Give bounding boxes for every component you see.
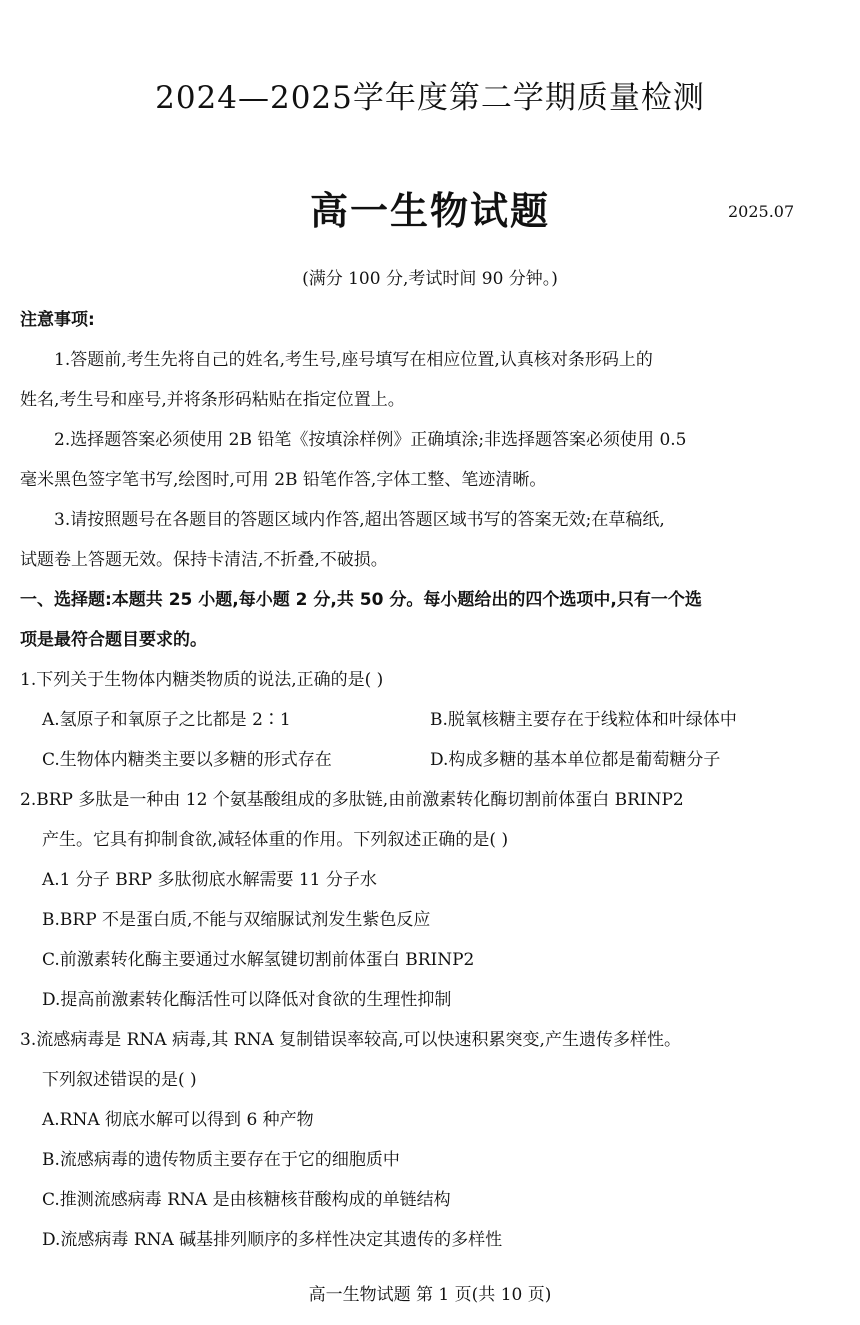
question-3-option-c: C.推测流感病毒 RNA 是由核糖核苷酸构成的单链结构 <box>42 1190 451 1210</box>
question-1-option-c: C.生物体内糖类主要以多糖的形式存在 <box>42 750 332 770</box>
note-item-1-line-2: 姓名,考生号和座号,并将条形码粘贴在指定位置上。 <box>20 390 405 410</box>
question-2-stem-line-2: 产生。它具有抑制食欲,减轻体重的作用。下列叙述正确的是( ) <box>42 830 509 850</box>
question-2-option-b: B.BRP 不是蛋白质,不能与双缩脲试剂发生紫色反应 <box>42 910 431 930</box>
note-item-3-line-2: 试题卷上答题无效。保持卡清洁,不折叠,不破损。 <box>20 550 388 570</box>
question-3-option-a: A.RNA 彻底水解可以得到 6 种产物 <box>42 1110 314 1130</box>
question-3-option-b: B.流感病毒的遗传物质主要存在于它的细胞质中 <box>42 1150 400 1170</box>
note-item-1-line-1: 1.答题前,考生先将自己的姓名,考生号,座号填写在相应位置,认真核对条形码上的 <box>54 350 653 370</box>
question-1-option-a: A.氢原子和氧原子之比都是 2∶1 <box>42 710 291 730</box>
question-3-stem-line-2: 下列叙述错误的是( ) <box>42 1070 197 1090</box>
note-item-3-line-1: 3.请按照题号在各题目的答题区域内作答,超出答题区域书写的答案无效;在草稿纸, <box>54 510 665 530</box>
section-1-heading-line-1: 一、选择题:本题共 25 小题,每小题 2 分,共 50 分。每小题给出的四个选项中,只有一个选 <box>20 590 702 610</box>
exam-period-title: 2024—2025学年度第二学期质量检测 <box>155 80 705 116</box>
question-2-stem-line-1: 2.BRP 多肽是一种由 12 个氨基酸组成的多肽链,由前激素转化酶切割前体蛋白 BRINP2 <box>20 790 684 810</box>
question-1-stem: 1.下列关于生物体内糖类物质的说法,正确的是( ) <box>20 670 384 690</box>
score-info: (满分 100 分,考试时间 90 分钟。) <box>302 269 558 289</box>
notes-section <box>20 300 840 1260</box>
note-item-2-line-2: 毫米黑色签字笔书写,绘图时,可用 2B 铅笔作答,字体工整、笔迹清晰。 <box>20 470 547 490</box>
question-1-options-row-1 <box>20 700 840 740</box>
question-1-option-d: D.构成多糖的基本单位都是葡萄糖分子 <box>430 750 721 770</box>
question-3 <box>20 1020 840 1260</box>
question-2-option-a: A.1 分子 BRP 多肽彻底水解需要 11 分子水 <box>42 870 377 890</box>
paper-title: 高一生物试题 <box>309 188 550 233</box>
question-1 <box>20 660 840 780</box>
question-2-option-c: C.前激素转化酶主要通过水解氢键切割前体蛋白 BRINP2 <box>42 950 475 970</box>
note-item-2-line-1: 2.选择题答案必须使用 2B 铅笔《按填涂样例》正确填涂;非选择题答案必须使用 0.5 <box>54 430 687 450</box>
question-1-option-b: B.脱氧核糖主要存在于线粒体和叶绿体中 <box>430 710 737 730</box>
notes-heading: 注意事项: <box>20 310 95 330</box>
question-1-options-row-2 <box>20 740 840 780</box>
question-2-option-d: D.提高前激素转化酶活性可以降低对食欲的生理性抑制 <box>42 990 452 1010</box>
paper-date: 2025.07 <box>728 202 795 221</box>
question-3-option-d: D.流感病毒 RNA 碱基排列顺序的多样性决定其遗传的多样性 <box>42 1230 503 1250</box>
question-3-stem-line-1: 3.流感病毒是 RNA 病毒,其 RNA 复制错误率较高,可以快速积累突变,产生遗传多样性。 <box>20 1030 681 1050</box>
page-footer: 高一生物试题 第 1 页(共 10 页) <box>308 1285 552 1305</box>
question-2 <box>20 780 840 1020</box>
section-1-heading-line-2: 项是最符合题目要求的。 <box>20 630 207 650</box>
